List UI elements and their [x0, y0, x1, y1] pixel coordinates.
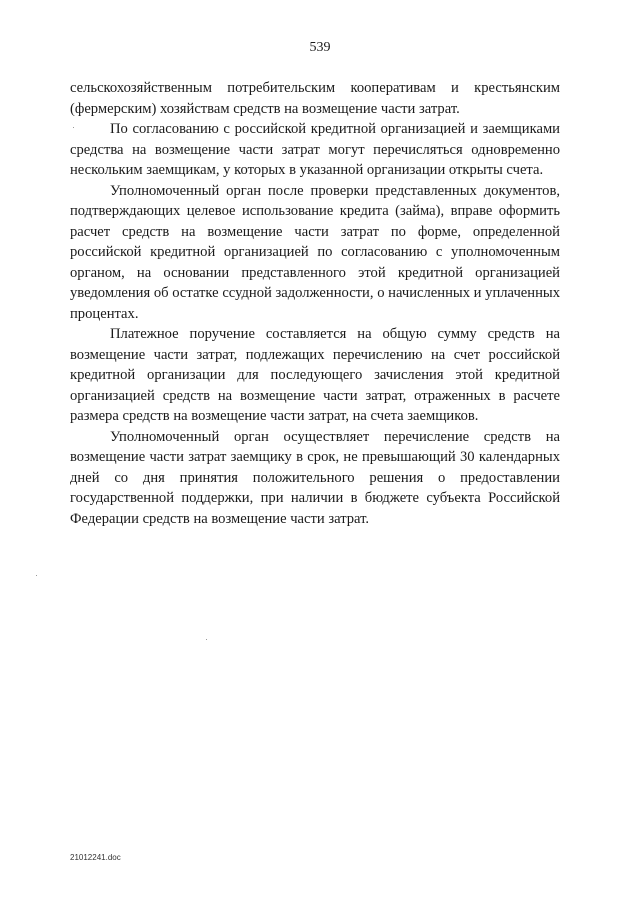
page-number: 539 [309, 40, 331, 55]
document-body [70, 78, 560, 529]
scan-speck [36, 575, 37, 576]
scan-speck [73, 127, 74, 128]
scan-speck [206, 639, 207, 640]
paragraph-transfer: Уполномоченный орган осуществляет перечисление средств на возмещение части затрат заемщику в срок, не превышающий 30 календарных дней со дня принятия положительного решения о предоставлении государственной поддержки, при наличии в бюджете субъекта Российской Федерации средств на возмещение части затрат. [70, 428, 560, 527]
paragraph-agreement: По согласованию с российской кредитной организацией и заемщиками средства на возмещение части затрат могут перечисляться одновременно нескольким заемщикам, у которых в указанной организации открыты счета. [70, 121, 560, 178]
paragraph-payment-order: Платежное поручение составляется на общую сумму средств на возмещение части затрат, подлежащих перечислению на счет российской кредитной организации для последующего зачисления этой кредитной организацией средств на возмещение части затрат, отраженных в расчете размера средств на возмещение части затрат, на счета заемщиков. [70, 326, 560, 424]
paragraph-calculation: Уполномоченный орган после проверки представленных документов, подтверждающих целевое использование кредита (займа), вправе оформить расчет средств на возмещение части затрат по форме, определенной российской кредитной организацией по согласованию с уполномоченным органом, на основании представленного этой кредитной организацией уведомления об остатке ссудной задолженности, о начисленных и уплаченных процентах. [70, 182, 560, 322]
paragraph-continuation: сельскохозяйственным потребительским кооперативам и крестьянским (фермерским) хозяйствам средств на возмещение части затрат. [70, 80, 560, 117]
footer-filename: 21012241.doc [70, 853, 121, 862]
